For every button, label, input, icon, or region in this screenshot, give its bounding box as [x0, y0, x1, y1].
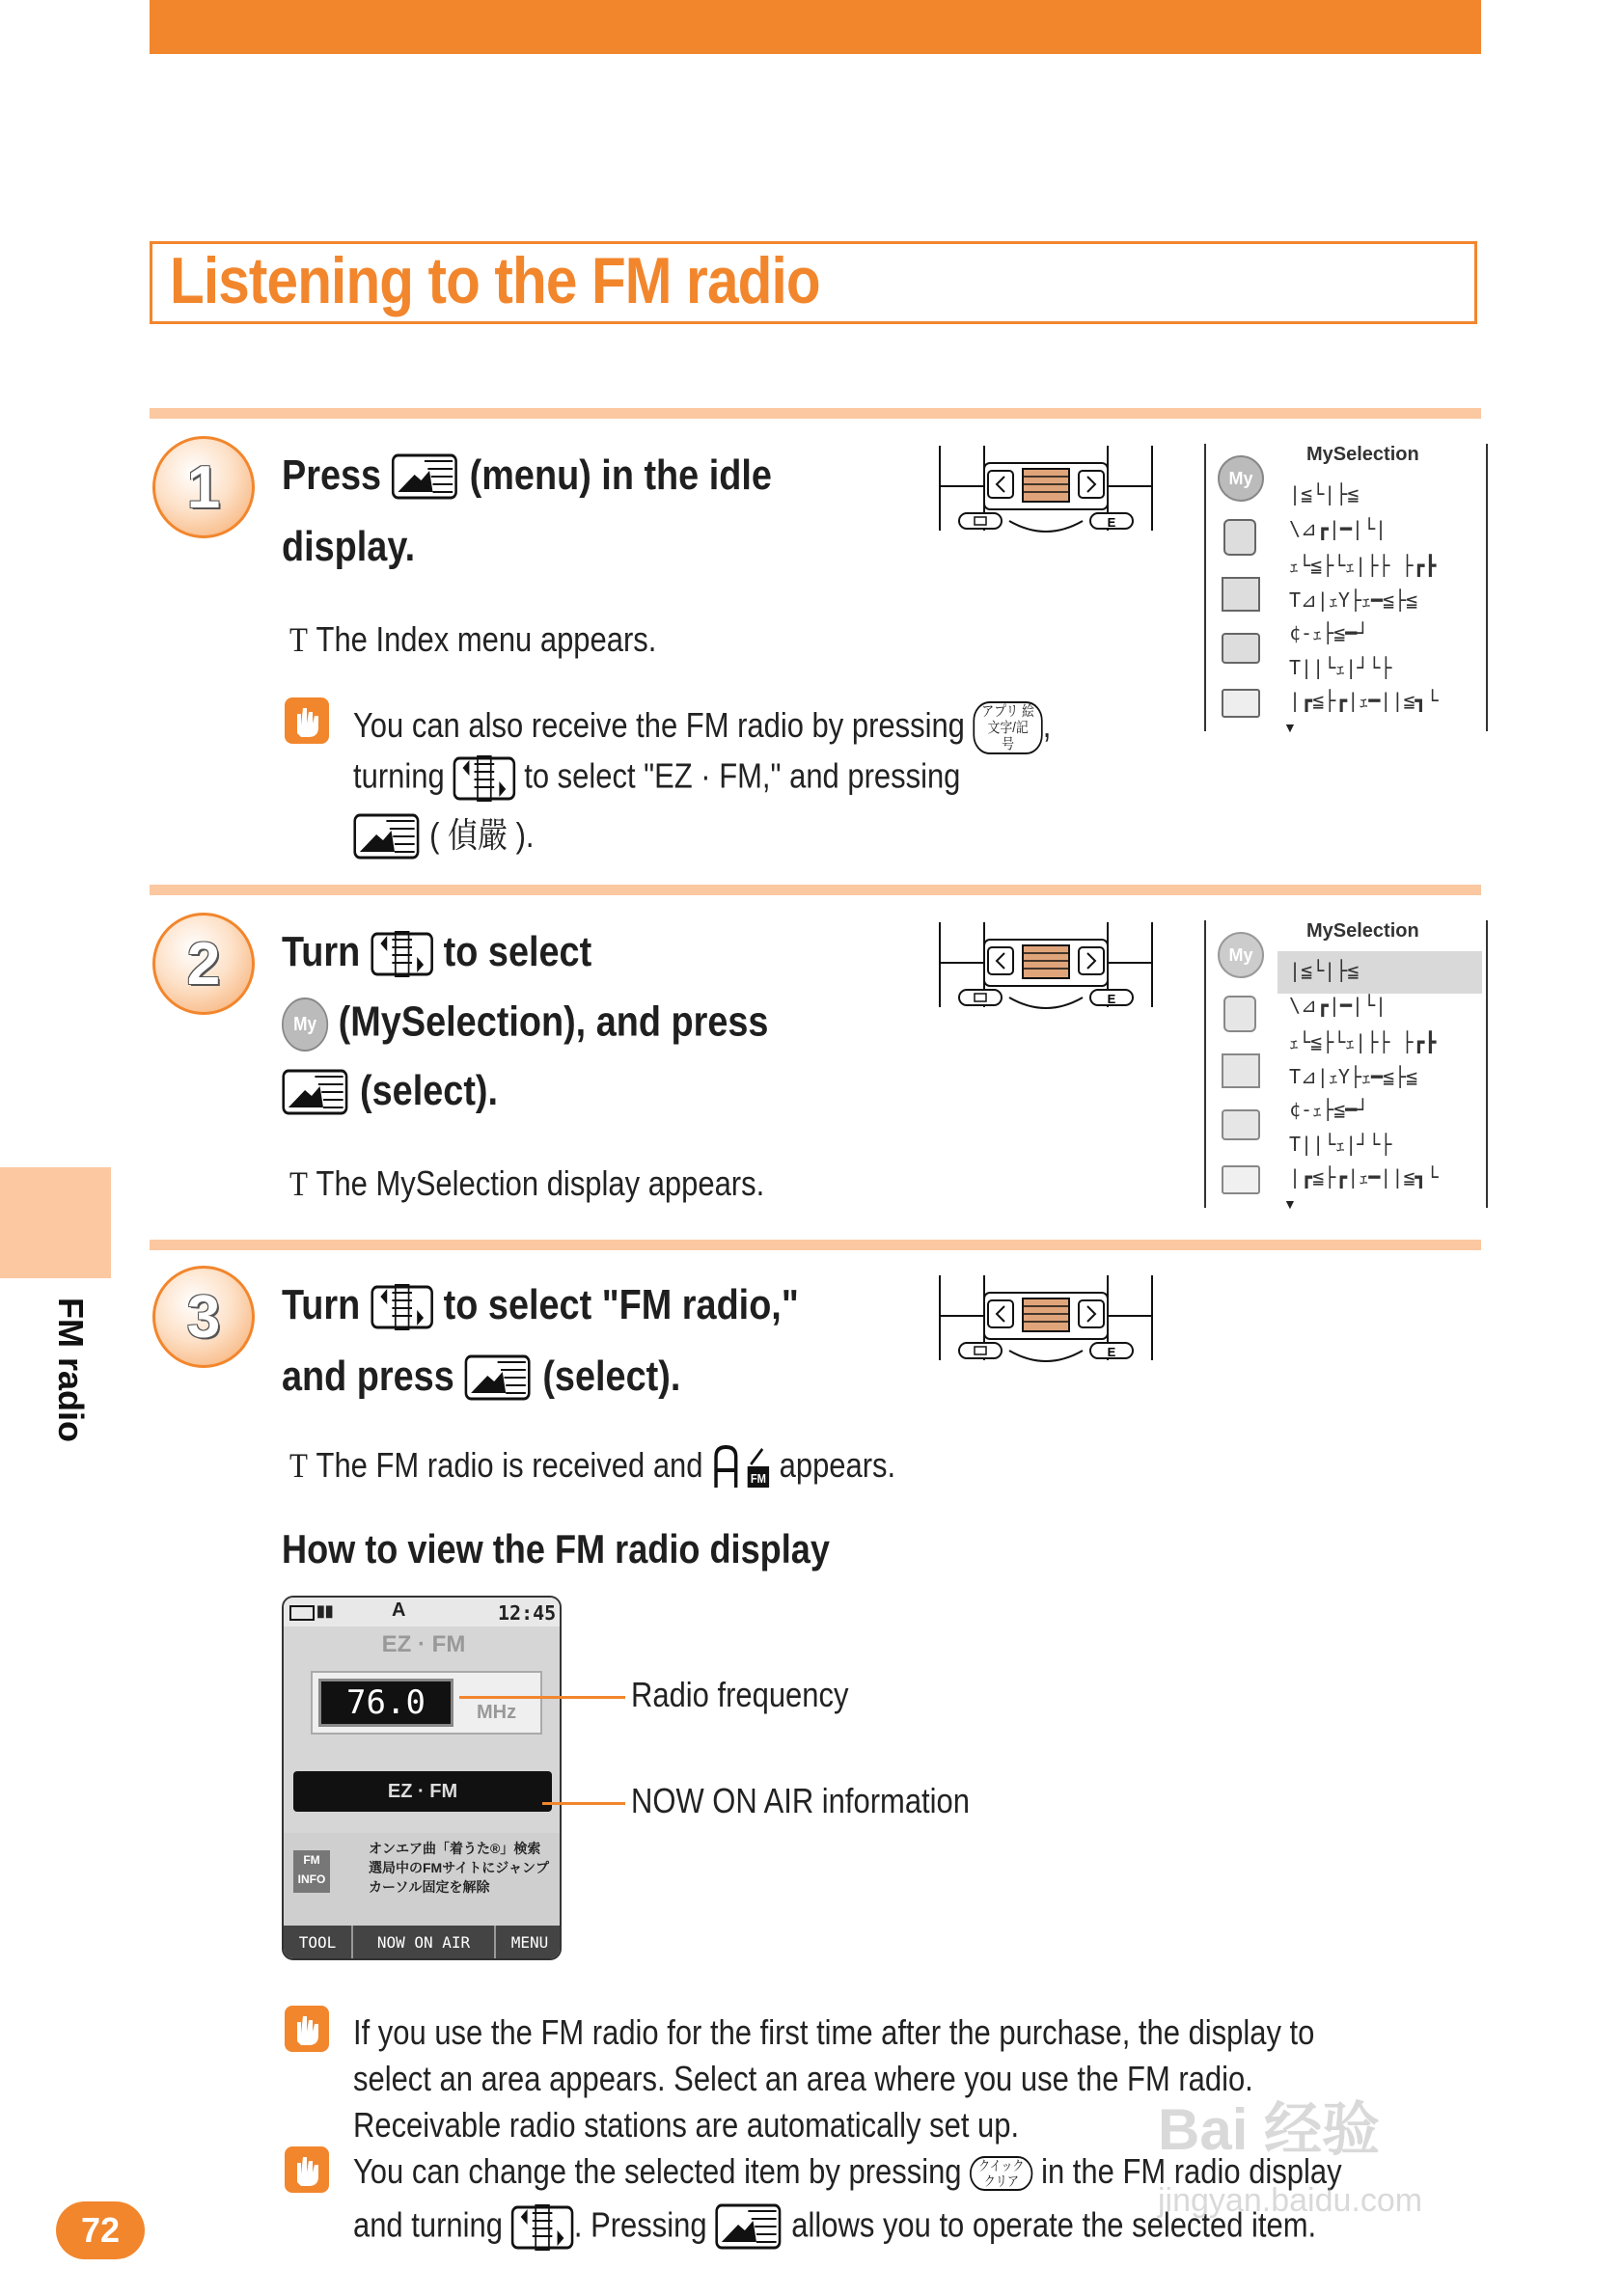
memo-icon	[284, 2005, 332, 2053]
info-line[interactable]: 選局中のFMサイトにジャンプ	[369, 1860, 549, 1875]
callout-frequency: Radio frequency	[631, 1675, 849, 1714]
note-text: allows you to operate the selected item.	[791, 2204, 1317, 2245]
menu-key-icon	[715, 2203, 783, 2252]
menu-key-icon	[392, 453, 460, 502]
step-3-heading-line2	[282, 1353, 680, 1403]
watermark-logo: Bai 经验	[1158, 2097, 1381, 2162]
memo-text: You can also receive the FM radio by pressing	[353, 705, 965, 746]
briefcase-icon	[1222, 1109, 1260, 1140]
note-text: and turning	[353, 2204, 503, 2245]
scroll-down-icon: ▼	[1283, 1196, 1297, 1212]
myselection-item[interactable]: |┏≦├┏|ｪ━||≦┓└	[1289, 689, 1439, 712]
top-bar	[150, 0, 1481, 54]
myselection-screen	[1204, 444, 1488, 735]
note-1-line: If you use the FM radio for the first time after the purchase, the display to	[353, 2012, 1315, 2052]
myselection-item[interactable]: |≦└|├≦	[1289, 959, 1360, 982]
scroll-down-icon: ▼	[1283, 720, 1297, 735]
step-1-memo: You can also receive the FM radio by pressing アプリ 絵文字/記号 ,	[353, 703, 1052, 752]
myselection-item[interactable]: T⊿|ｪY├ｪ━≦├≦	[1289, 588, 1418, 612]
step-1-memo-line2	[353, 754, 960, 803]
status-bar	[284, 1598, 562, 1626]
bullet-mark: T	[289, 620, 308, 659]
step-divider	[150, 1240, 1481, 1250]
note-text: in the FM radio display	[1041, 2151, 1342, 2191]
heading-text: (select).	[360, 1067, 499, 1114]
myselection-item[interactable]: T||└ｪ|┘└├	[1289, 1133, 1392, 1156]
phone-keypad-diagram	[930, 1275, 1162, 1372]
page-title: Listening to the FM radio	[170, 244, 820, 317]
callout-line	[542, 1802, 625, 1805]
softkey-now-on-air[interactable]: NOW ON AIR	[353, 1926, 496, 1960]
result-text: The MySelection display appears.	[316, 1163, 765, 1203]
fm-radio-screen	[282, 1596, 562, 1960]
myselection-item[interactable]: |≦└|├≦	[1289, 482, 1360, 506]
step-divider	[150, 885, 1481, 895]
heading-text: Press	[282, 451, 382, 499]
step-number-badge: 3	[152, 1266, 255, 1368]
heading-text: Turn	[282, 928, 361, 975]
heading-text: (MySelection), and press	[338, 998, 769, 1046]
frequency-display: 76.0	[318, 1679, 453, 1727]
side-tab	[0, 1167, 111, 1278]
myselection-item[interactable]: ｪ└≦├└ｪ|├├ ├┏┣	[1289, 1030, 1437, 1053]
phone-keypad-diagram	[930, 922, 1162, 1019]
menu-key-icon	[464, 1354, 533, 1403]
memo-text: ( 偵嚴 ).	[429, 815, 535, 855]
note-text: . Pressing	[573, 2204, 707, 2245]
wheel-key-icon	[371, 1283, 433, 1331]
note-1-line: Receivable radio stations are automatically set up.	[353, 2105, 1020, 2145]
step-2-heading	[282, 928, 591, 978]
myselection-icon: My	[282, 998, 328, 1052]
calendar-icon	[1222, 1053, 1260, 1088]
step-1-memo-line3	[353, 808, 534, 861]
side-label: FM radio	[51, 1298, 91, 1442]
step-divider	[150, 408, 1481, 419]
fm-display-heading: How to view the FM radio display	[282, 1526, 830, 1572]
step-3-heading	[282, 1281, 799, 1331]
myselection-icon: My	[1218, 932, 1264, 978]
softkey-menu[interactable]: MENU	[510, 1933, 549, 1952]
page-number: 72	[56, 2201, 145, 2259]
myselection-screen	[1204, 920, 1488, 1212]
myselection-item[interactable]: |┏≦├┏|ｪ━||≦┓└	[1289, 1165, 1439, 1189]
fm-info-badge: FM INFO	[293, 1850, 330, 1893]
callout-line	[459, 1696, 625, 1699]
bullet-mark: T	[289, 1164, 308, 1203]
memo-text: turning	[353, 755, 445, 796]
briefcase-icon	[1222, 633, 1260, 664]
callout-now-on-air: NOW ON AIR information	[631, 1781, 970, 1820]
bullet-mark: T	[289, 1446, 308, 1485]
status-time: 12:45	[498, 1601, 557, 1625]
wheel-key-icon	[511, 2203, 574, 2252]
result-text: The Index menu appears.	[316, 619, 657, 659]
fm-status-icon: A	[392, 1599, 406, 1621]
myselection-item[interactable]: \⊿┏|━|└|	[1289, 517, 1387, 540]
heading-text: and press	[282, 1353, 454, 1400]
note-text: You can change the selected item by pressing	[353, 2151, 962, 2191]
heading-text: (menu) in the idle	[469, 451, 772, 499]
myselection-item[interactable]: T||└ｪ|┘└├	[1289, 656, 1392, 679]
step-1-heading	[282, 451, 772, 502]
memo-icon	[284, 697, 332, 745]
fm-status-icon	[711, 1445, 771, 1490]
info-line[interactable]: カーソル固定を解除	[369, 1879, 490, 1895]
folder-icon	[1222, 689, 1260, 718]
phone-icon	[1223, 996, 1256, 1032]
apps-key-icon: アプリ 絵文字/記号	[974, 701, 1043, 754]
softkey-tool[interactable]: TOOL	[284, 1926, 353, 1960]
wheel-key-icon	[453, 754, 515, 803]
info-line[interactable]: オンエア曲「着うた®」検索	[369, 1841, 541, 1856]
step-3-result	[289, 1445, 895, 1490]
result-text: appears.	[779, 1445, 896, 1485]
quick-clear-key-icon: クイック クリア	[970, 2156, 1032, 2191]
heading-text: to select	[443, 928, 592, 975]
phone-icon	[1223, 519, 1256, 556]
memo-text: to select "EZ · FM," and pressing	[524, 755, 961, 796]
step-2-result	[289, 1163, 764, 1204]
heading-text: (select).	[542, 1353, 681, 1400]
memo-icon	[284, 2146, 332, 2194]
watermark-url: jingyan.baidu.com	[1158, 2182, 1423, 2219]
frequency-unit: MHz	[477, 1702, 517, 1723]
note-1-line: select an area appears. Select an area where you use the FM radio.	[353, 2059, 1253, 2098]
info-panel	[284, 1833, 562, 1926]
heading-text: Turn	[282, 1281, 361, 1328]
step-2-heading-line2	[282, 998, 768, 1052]
myselection-item[interactable]: ¢-ｪ├≦━┘	[1289, 1098, 1369, 1121]
phone-keypad-diagram	[930, 446, 1162, 542]
myselection-item[interactable]: ｪ└≦├└ｪ|├├ ├┏┣	[1289, 554, 1437, 577]
myselection-item[interactable]: T⊿|ｪY├ｪ━≦├≦	[1289, 1065, 1418, 1088]
now-on-air-bar: EZ · FM	[293, 1771, 552, 1812]
menu-key-icon	[353, 813, 422, 861]
station-header: EZ · FM	[381, 1631, 466, 1657]
signal-icon: ▮▮	[316, 1603, 334, 1620]
myselection-title: MySelection	[1306, 920, 1419, 942]
battery-icon	[289, 1605, 315, 1621]
step-number-badge: 2	[152, 913, 255, 1015]
myselection-item[interactable]: ¢-ｪ├≦━┘	[1289, 621, 1369, 644]
step-1-heading-line2: display.	[282, 523, 416, 570]
svg-text:FM: FM	[751, 1471, 767, 1487]
myselection-item[interactable]: \⊿┏|━|└|	[1289, 994, 1387, 1017]
folder-icon	[1222, 1165, 1260, 1194]
softkey-bar	[284, 1926, 562, 1960]
calendar-icon	[1222, 577, 1260, 612]
menu-key-icon	[282, 1069, 350, 1117]
myselection-icon: My	[1218, 455, 1264, 502]
step-number-badge: 1	[152, 436, 255, 538]
step-2-heading-line3	[282, 1067, 498, 1117]
frequency-panel	[311, 1671, 542, 1735]
wheel-key-icon	[371, 930, 433, 978]
myselection-title: MySelection	[1306, 444, 1419, 465]
result-text: The FM radio is received and	[316, 1445, 703, 1485]
step-1-result	[289, 619, 656, 660]
heading-text: to select "FM radio,"	[443, 1281, 799, 1328]
